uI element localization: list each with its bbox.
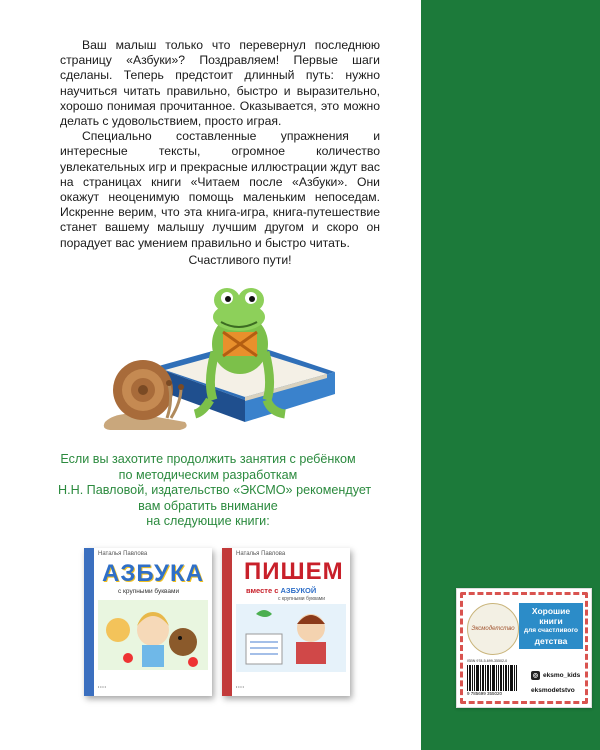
book-pishem bbox=[222, 548, 350, 696]
recommend-line: на следующие книги: bbox=[146, 514, 270, 529]
barcode-icon bbox=[467, 665, 527, 691]
recommend-line: вам обратить внимание bbox=[138, 498, 278, 513]
book-spine bbox=[222, 548, 232, 696]
book-cover-picture bbox=[98, 600, 208, 670]
book-subtitle-highlight: АЗБУКОЙ bbox=[280, 586, 317, 595]
recommendation-text bbox=[58, 452, 372, 530]
intro-paragraph-1: Ваш малыш только что перевернул последнюю страницу «Азбуки»? Поздравляем! Первые шаги сделаны. Теперь предстоит длинный путь: нужно научиться читать правильно, быстро и выразительно, хорошо понимая прочитанное. Оказывается, это можно делать с удовольствием, просто играя. bbox=[60, 38, 380, 129]
book-title: АЗБУКА bbox=[102, 560, 204, 587]
book-subtitle-prefix: вместе с bbox=[246, 586, 279, 595]
slogan-line: детства bbox=[534, 636, 568, 646]
closing-wish: Счастливого пути! bbox=[188, 252, 292, 267]
isbn-text: ISBN 978-5-699-35502-0 bbox=[467, 659, 508, 663]
book-azbuka bbox=[84, 548, 212, 696]
social-handle: eksmodetstvo bbox=[531, 687, 575, 694]
book-bullets: • • • • bbox=[98, 685, 106, 689]
eksmo-card bbox=[456, 588, 592, 708]
intro-text bbox=[60, 38, 380, 268]
book-title: ПИШЕМ bbox=[244, 558, 344, 585]
instagram-icon: ◎ bbox=[532, 673, 539, 679]
book-spine bbox=[84, 548, 94, 696]
recommend-line: Если вы захотите продолжить занятия с ребёнком bbox=[60, 452, 356, 466]
social-vk bbox=[531, 687, 575, 694]
recommend-line: Н.Н. Павловой, издательство «ЭКСМО» рекомендует bbox=[58, 483, 372, 498]
social-handle: eksmo_kids bbox=[543, 672, 581, 679]
book-subtitle: с крупными буквами bbox=[118, 588, 180, 595]
slogan-line: Хорошие bbox=[531, 606, 571, 616]
book-subtitle-2: с крупными буквами bbox=[278, 596, 326, 602]
book-author: Наталья Павлова bbox=[98, 551, 148, 557]
slogan-line: книги bbox=[539, 616, 563, 626]
barcode-number: 9 785699 355020 bbox=[467, 691, 503, 696]
frog-snail-illustration bbox=[95, 272, 360, 432]
slogan-line: для счастливого bbox=[524, 627, 578, 634]
intro-paragraph-2: Специально составленные упражнения и интересные тексты, огромное количество увлекательных игр и прекрасные иллюстрации ждут вас на страницах книги «Читаем после «Азбуки». Они окажут неоценимую помощь маленьким непоседам. Искренне верим, что эта книга-игра, книга-путешествие станет вашему малышу лучшим другом и скоро он порадует вас умением правильно и быстро читать. bbox=[60, 129, 380, 250]
recommend-line: по методическим разработкам bbox=[118, 467, 298, 482]
social-instagram bbox=[531, 671, 580, 680]
book-subtitle bbox=[246, 586, 316, 595]
book-cover-picture bbox=[236, 604, 346, 672]
book-bullets: • • • • bbox=[236, 685, 244, 689]
book-author: Наталья Павлова bbox=[236, 551, 286, 557]
card-slogan bbox=[519, 603, 583, 649]
eksmodetstvo-badge: Эксмодетство bbox=[467, 603, 519, 655]
